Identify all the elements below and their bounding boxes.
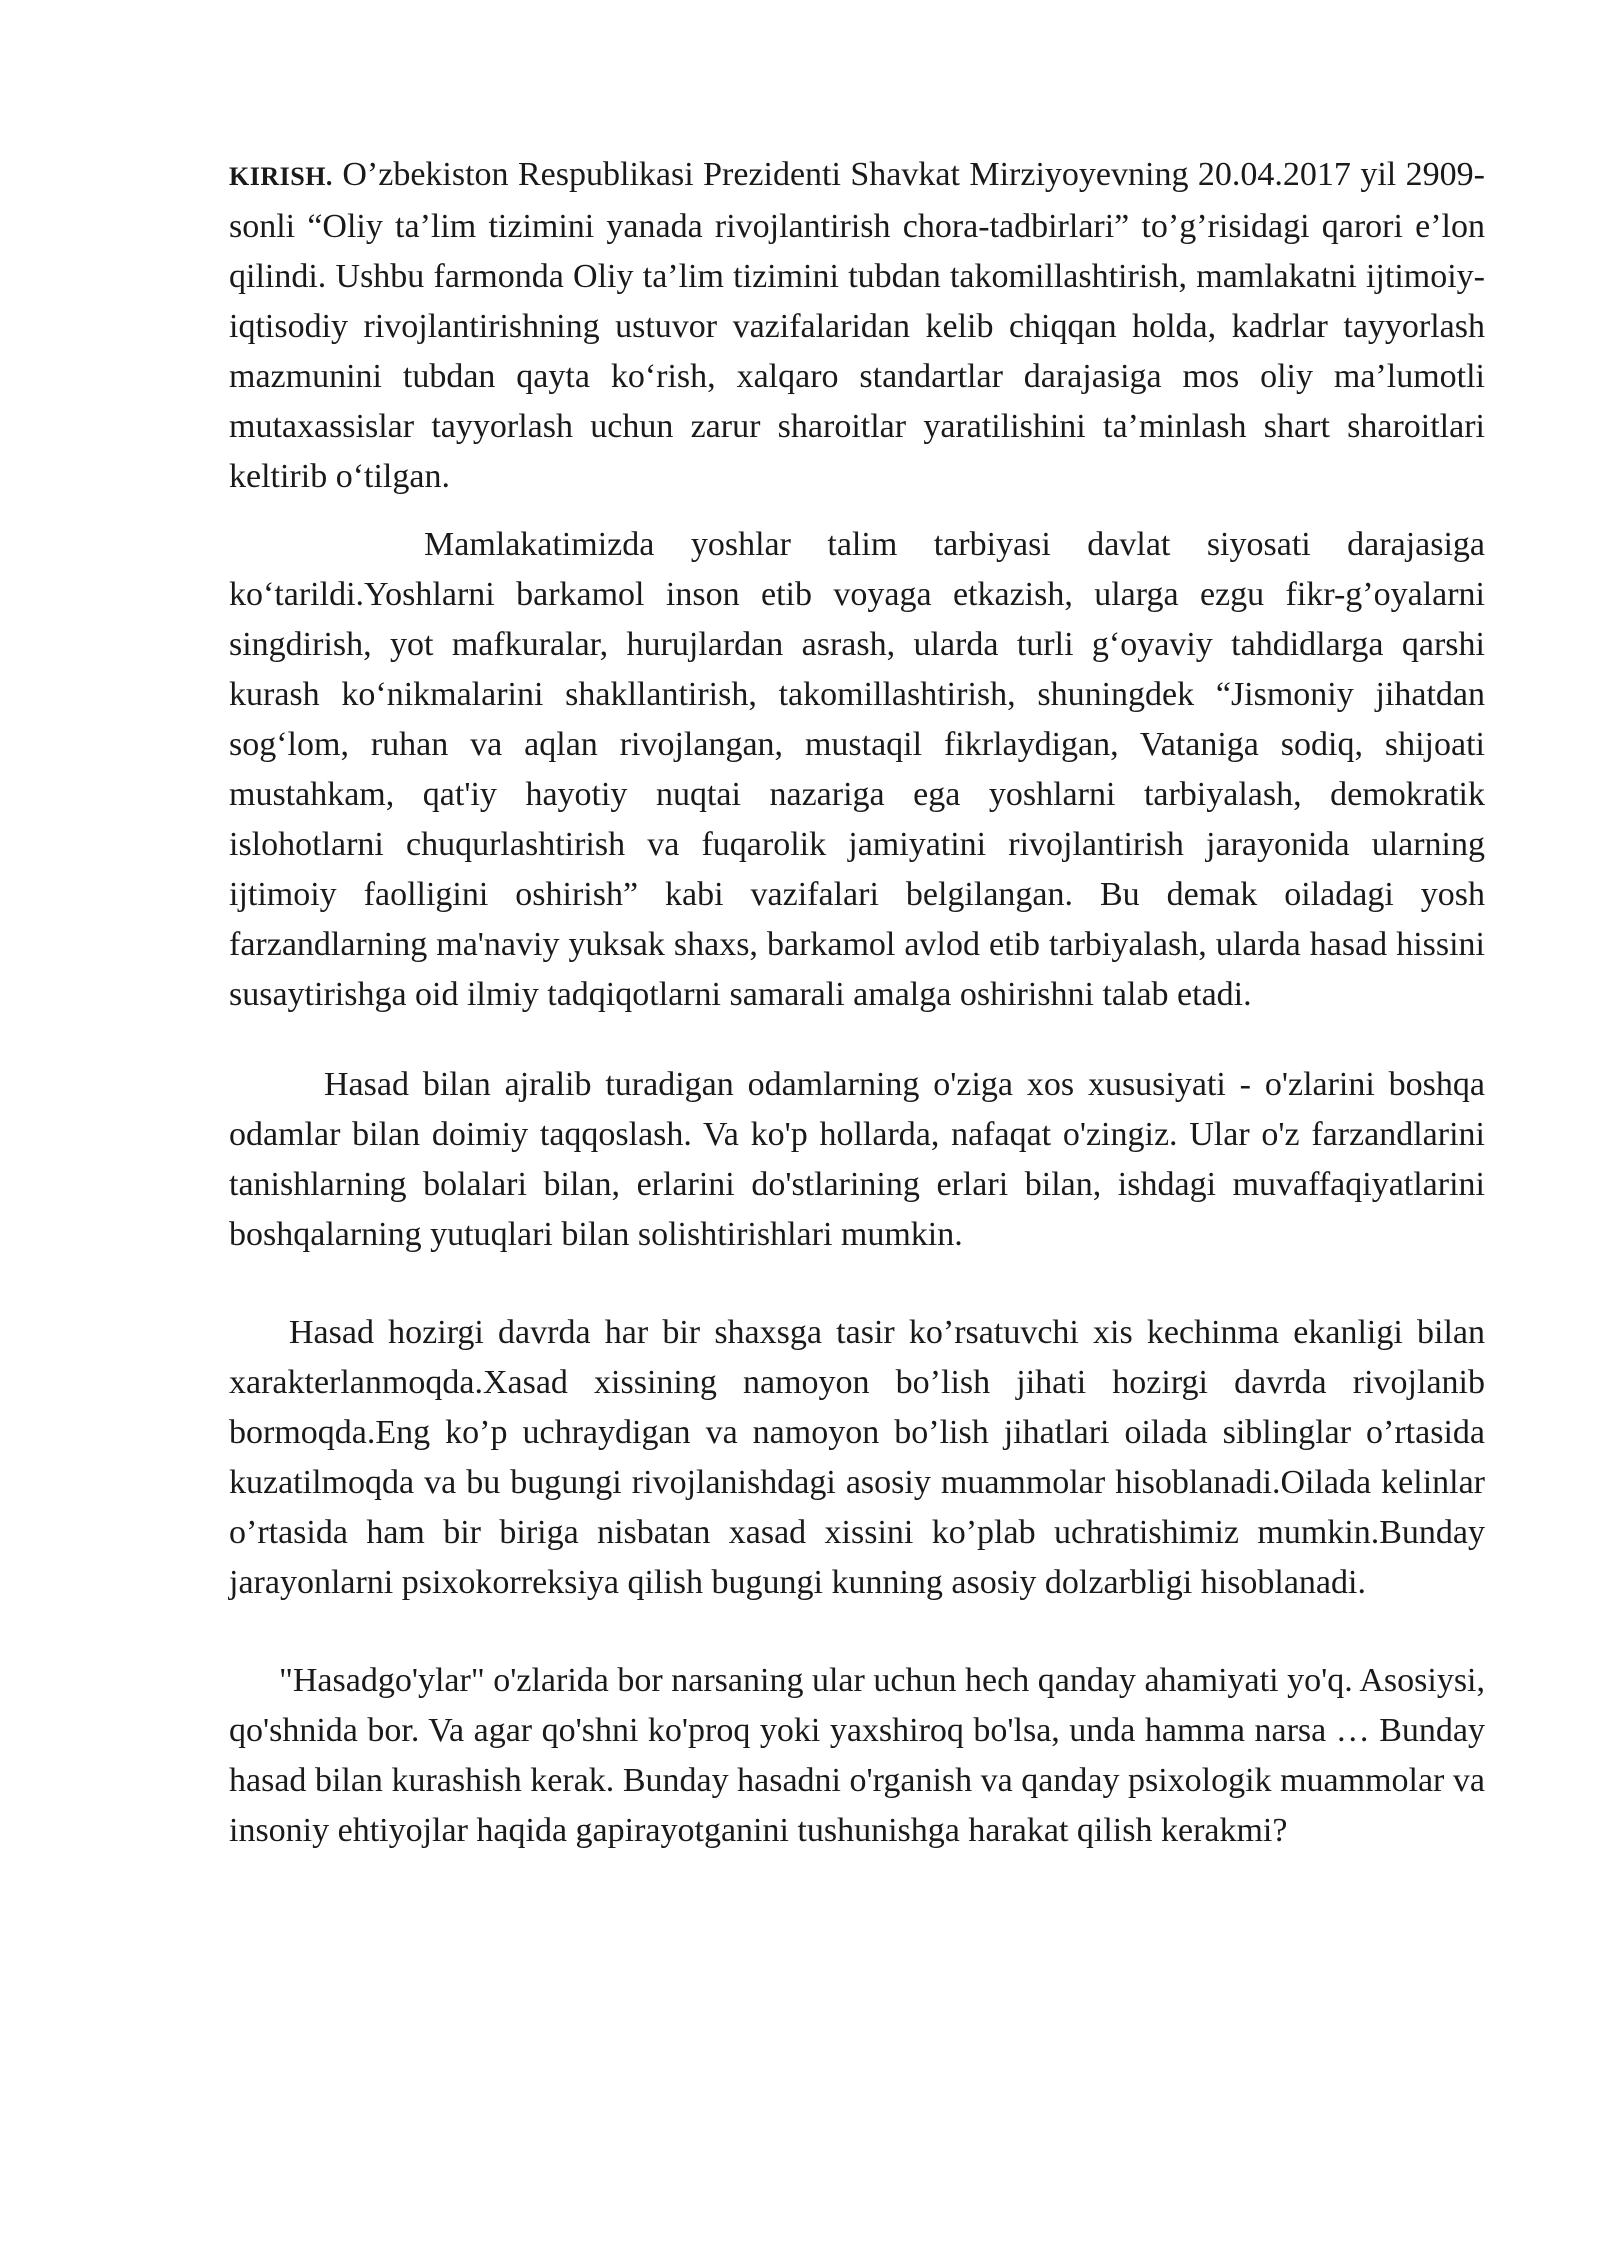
paragraph-intro bbox=[229, 150, 1485, 502]
paragraph-5: "Hasadgo'ylar" o'zlarida bor narsaning ular uchun hech qanday ahamiyati yo'q. Asosiysi, qo'shnida bor. Va agar qo'shni ko'proq yoki yaxshiroq bo'lsa, unda hamma narsa … Bunday hasad bilan kurashish kerak. Bunday hasadni o'rganish va qanday psixologik muammolar va insoniy ehtiyojlar haqida gapirayotganini tushunishga harakat qilish kerakmi? bbox=[229, 1662, 1485, 1849]
paragraph-intro-text: O’zbekiston Respublikasi Prezidenti Shavkat Mirziyoyevning 20.04.2017 yil 2909-sonli “Oliy ta’lim tizimini yanada rivojlantirish chora-tadbirlari” to’g’risidagi qarori e’lon qilindi. Ushbu farmonda Oliy ta’lim tizimini tubdan takomillashtirish, mamlakatni ijtimoiy-iqtisodiy rivojlantirishning ustuvor vazifalaridan kelib chiqqan holda, kadrlar tayyorlash mazmunini tubdan qayta koʻrish, xalqaro standartlar darajasiga mos oliy ma’lumotli mutaxassislar tayyorlash uchun zarur sharoitlar yaratilishini ta’minlash shart sharoitlari keltirib oʻtilgan. bbox=[229, 156, 1485, 495]
intro-heading: KIRISH. bbox=[229, 162, 333, 191]
paragraph-4: Hasad hozirgi davrda har bir shaxsga tasir ko’rsatuvchi xis kechinma ekanligi bilan xarakterlanmoqda.Xasad xissining namoyon bo’lish jihati hozirgi davrda rivojlanib bormoqda.Eng ko’p uchraydigan va namoyon bo’lish jihatlari oilada siblinglar o’rtasida kuzatilmoqda va bu bugungi rivojlanishdagi asosiy muammolar hisoblanadi.Oilada kelinlar o’rtasida ham bir biriga nisbatan xasad xissini ko’plab uchratishimiz mumkin.Bunday jarayonlarni psixokorreksiya qilish bugungi kunning asosiy dolzarbligi hisoblanadi. bbox=[229, 1314, 1485, 1601]
document-body bbox=[229, 150, 1485, 1856]
paragraph-3: Hasad bilan ajralib turadigan odamlarning o'ziga xos xususiyati - o'zlarini boshqa odamlar bilan doimiy taqqoslash. Va ko'p hollarda, nafaqat o'zingiz. Ular o'z farzandlarini tanishlarning bolalari bilan, erlarini do'stlarining erlari bilan, ishdagi muvaffaqiyatlarini boshqalarning yutuqlari bilan solishtirishlari mumkin. bbox=[229, 1066, 1485, 1253]
paragraph-2: Mamlakatimizda yoshlar talim tarbiyasi davlat siyosati darajasiga koʻtarildi.Yoshlarni barkamol inson etib voyaga etkazish, ularga ezgu fikr-g’oyalarni singdirish, yot mafkuralar, hurujlardan asrash, ularda turli gʻoyaviy tahdidlarga qarshi kurash koʻnikmalarini shakllantirish, takomillashtirish, shuningdek “Jismoniy jihatdan sogʻlom, ruhan va aqlan rivojlangan, mustaqil fikrlaydigan, Vataniga sodiq, shijoati mustahkam, qat'iy hayotiy nuqtai nazariga ega yoshlarni tarbiyalash, demokratik islohotlarni chuqurlashtirish va fuqarolik jamiyatini rivojlantirish jarayonida ularning ijtimoiy faolligini oshirish” kabi vazifalari belgilangan. Bu demak oiladagi yosh farzandlarning ma'naviy yuksak shaxs, barkamol avlod etib tarbiyalash, ularda hasad hissini susaytirishga oid ilmiy tadqiqotlarni samarali amalga oshirishni talab etadi. bbox=[229, 526, 1485, 1013]
